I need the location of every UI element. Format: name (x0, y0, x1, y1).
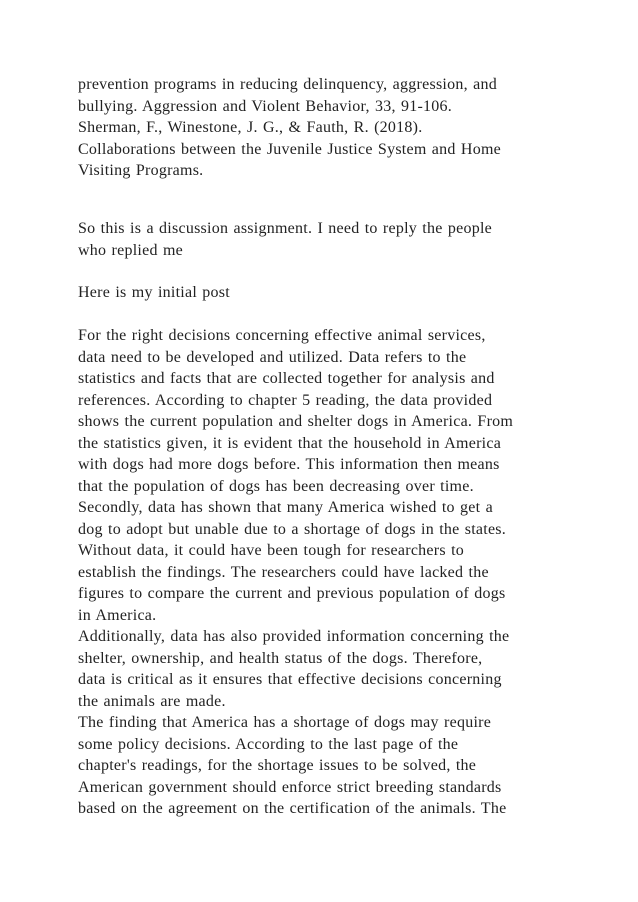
text-line: who replied me (78, 241, 184, 259)
text-line: data need to be developed and utilized. Data refers to the (78, 348, 467, 366)
text-line: figures to compare the current and previous population of dogs (78, 585, 506, 602)
text-line: bullying. Aggression and Violent Behavior, 33, 91-106. (78, 97, 453, 115)
text-line: American government should enforce strict breeding standards (78, 778, 502, 796)
text-line: Secondly, data has shown that many America wished to get a (78, 499, 493, 516)
text-line: The finding that America has a shortage of dogs may require (78, 714, 492, 731)
text-line: shows the current population and shelter dogs in America. From (78, 413, 514, 430)
text-line: establish the findings. The researchers could have lacked the (78, 563, 489, 581)
text-line: Here is my initial post (78, 284, 230, 301)
text-line: references. According to chapter 5 reading, the data provided (78, 391, 493, 409)
text-line: prevention programs in reducing delinquency, aggression, and (78, 76, 497, 93)
text-line: that the population of dogs has been decreasing over time. (78, 477, 474, 495)
text-line: Sherman, F., Winestone, J. G., & Fauth, R. (2018). (78, 119, 423, 136)
initial-post-label (78, 282, 578, 304)
text-line: the animals are made. (78, 692, 226, 710)
text-line: Without data, it could have been tough for researchers to (78, 542, 465, 559)
text-line: statistics and facts that are collected together for analysis and (78, 370, 495, 387)
paragraph-1 (78, 325, 578, 712)
text-line: chapter's readings, for the shortage issues to be solved, the (78, 757, 477, 774)
text-line: Additionally, data has also provided information concerning the (78, 628, 510, 645)
text-line: For the right decisions concerning effective animal services, (78, 327, 486, 344)
text-line: dog to adopt but unable due to a shortage of dogs in the states. (78, 520, 507, 538)
text-line: shelter, ownership, and health status of the dogs. Therefore, (78, 649, 483, 667)
text-line: the statistics given, it is evident that the household in America (78, 434, 502, 452)
text-line: with dogs had more dogs before. This information then means (78, 456, 500, 473)
intro-paragraph (78, 218, 578, 261)
text-line: some policy decisions. According to the last page of the (78, 735, 459, 753)
text-line: based on the agreement on the certification of the animals. The (78, 800, 507, 817)
text-line: Collaborations between the Juvenile Justice System and Home (78, 140, 501, 158)
paragraph-2 (78, 712, 578, 820)
text-line: in America. (78, 606, 157, 624)
references-block (78, 74, 578, 182)
text-line: data is critical as it ensures that effective decisions concerning (78, 671, 502, 688)
text-line: So this is a discussion assignment. I need to reply the people (78, 220, 492, 237)
text-line: Visiting Programs. (78, 162, 204, 179)
